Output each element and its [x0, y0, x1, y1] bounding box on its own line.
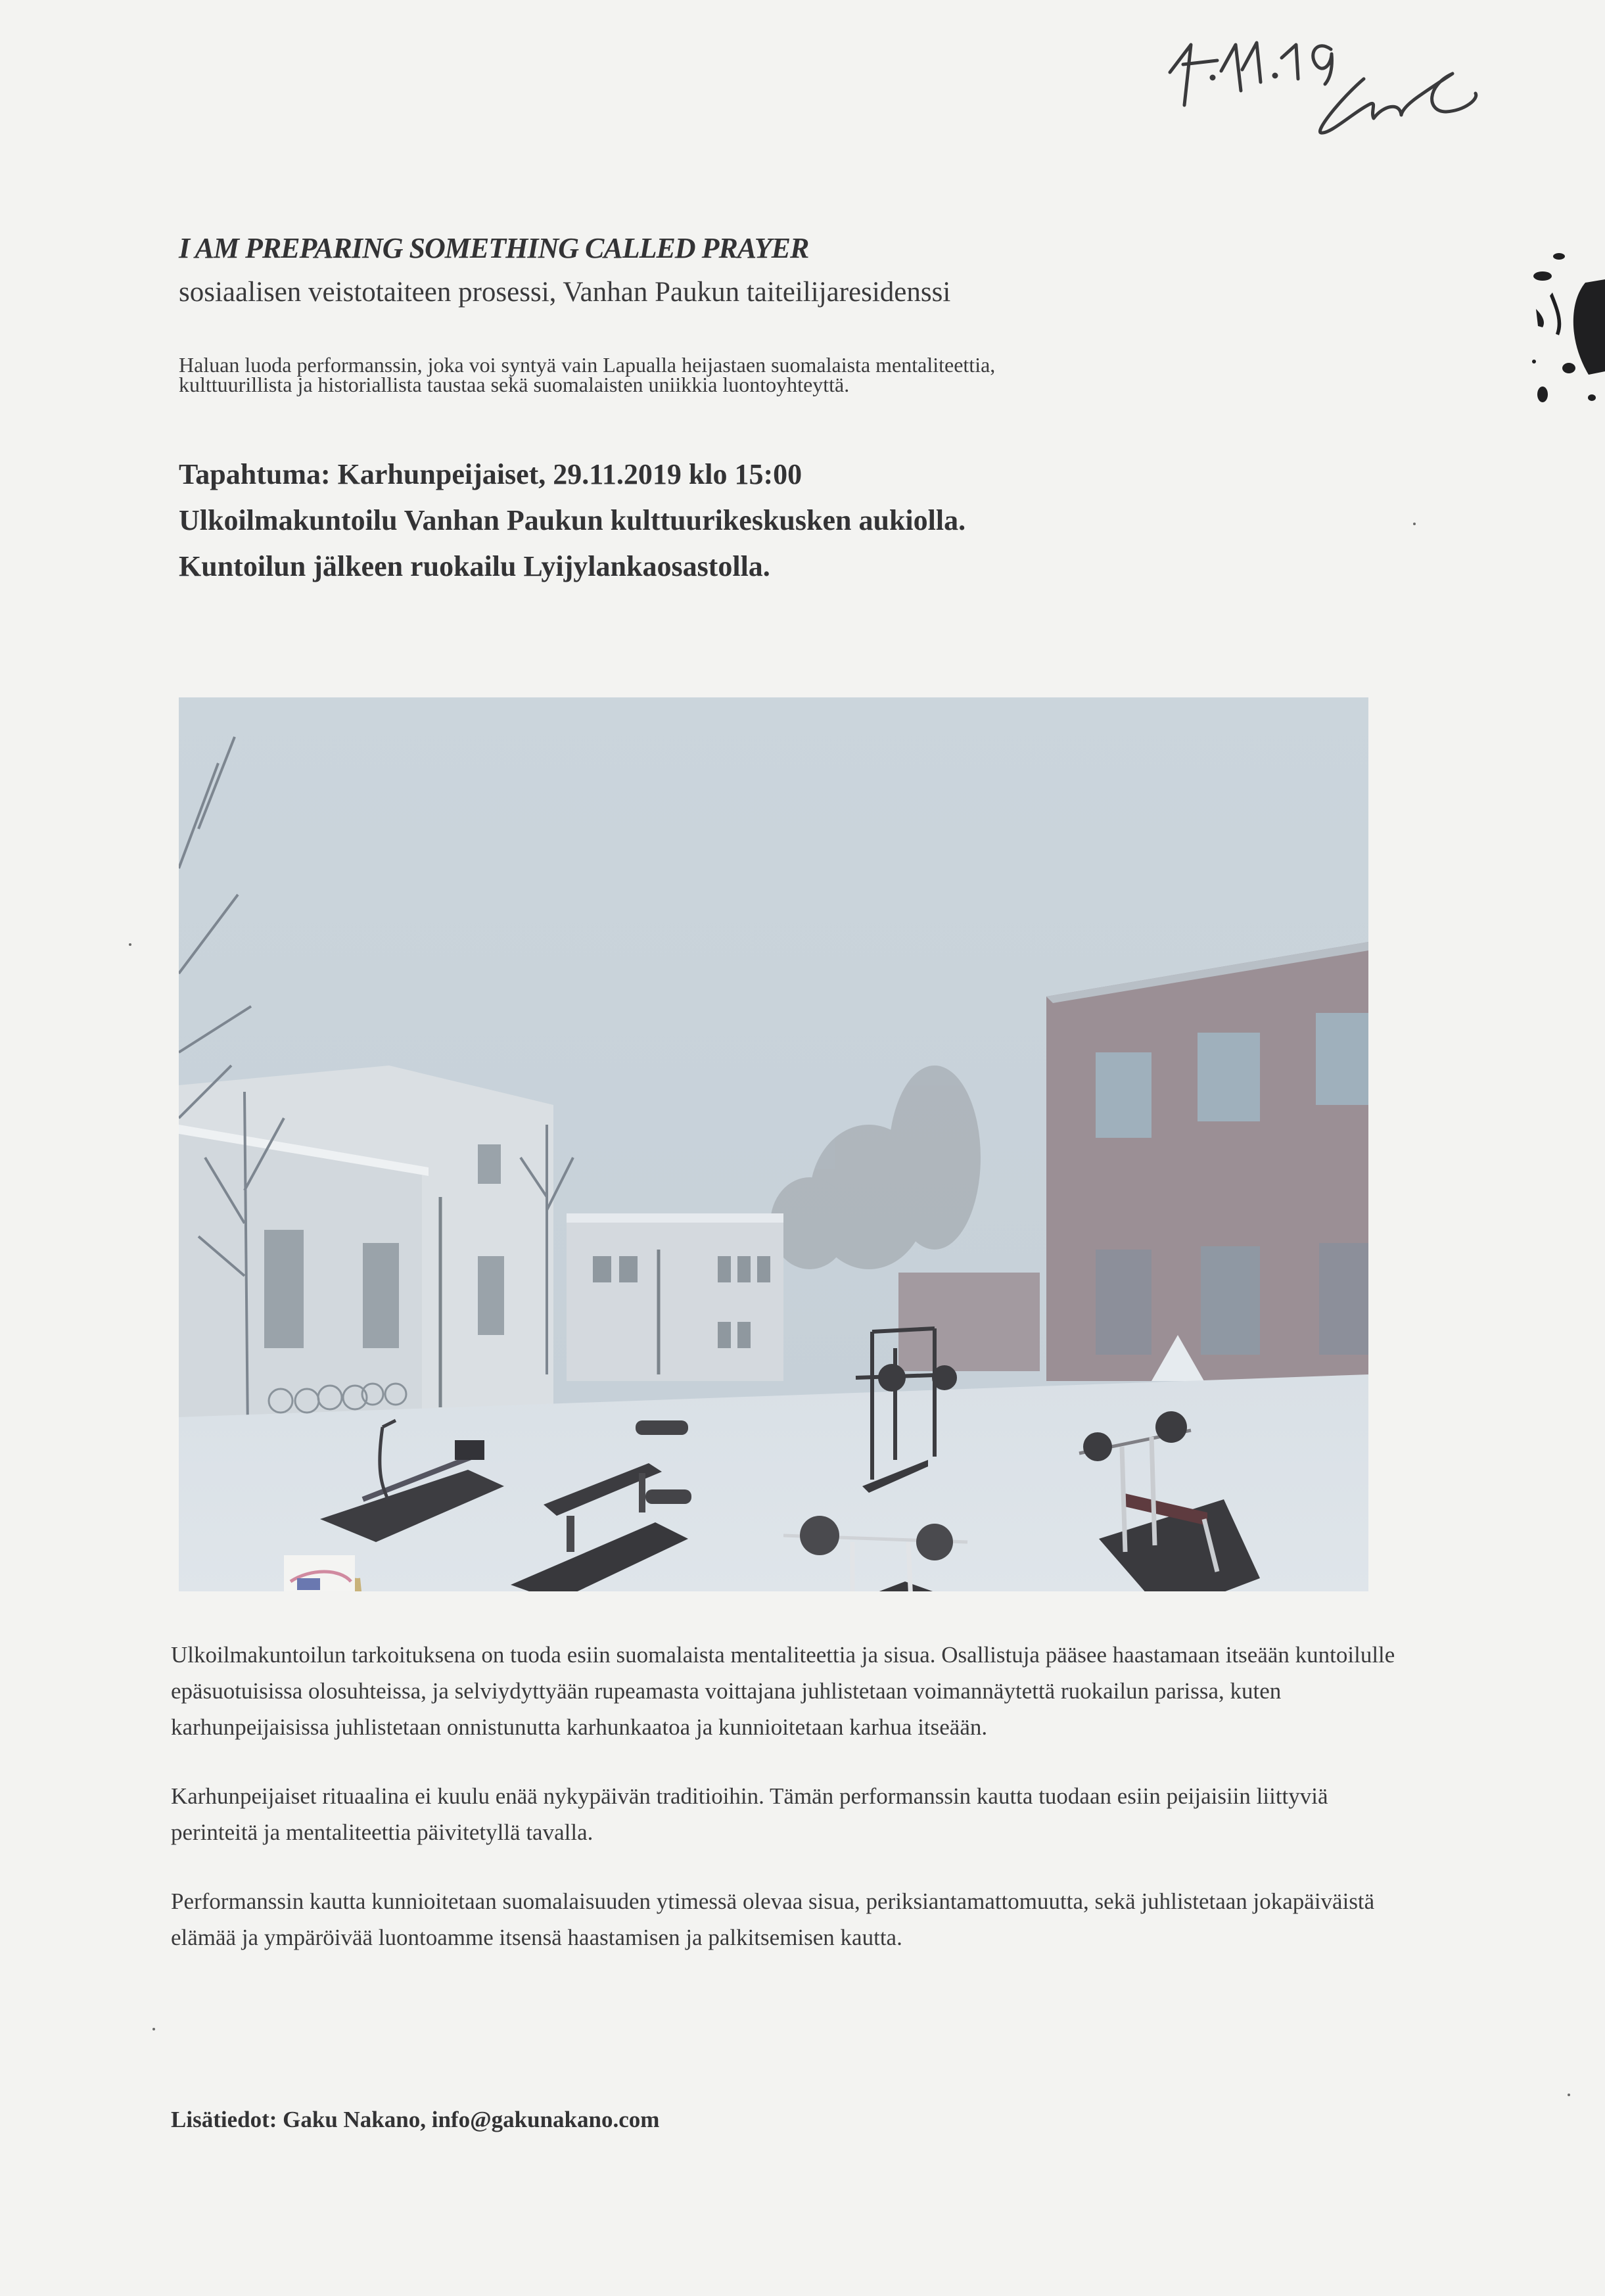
scan-speck	[152, 2028, 155, 2030]
scan-speck	[1568, 2094, 1570, 2096]
paragraph-ritual: Karhunpeijaiset rituaalina ei kuulu enää nykypäivän traditioihin. Tämän performanssin kautta tuodaan esiin peijaisiin liittyviä perinteitä ja mentaliteettia päivitetyllä tavalla.	[171, 1783, 1328, 1845]
scan-speck	[129, 943, 131, 946]
event-meal-line: Kuntoilun jälkeen ruokailu Lyijylankaosastolla.	[179, 550, 770, 582]
handwritten-date-signature	[1144, 13, 1591, 145]
ornamental-stamp	[1506, 230, 1605, 408]
intro-line: Haluan luoda performanssin, joka voi syntyä vain Lapualla heijastaen suomalaista mentaliteettia,	[179, 353, 996, 377]
event-photo	[179, 697, 1368, 1591]
event-location-line: Ulkoilmakuntoilu Vanhan Paukun kulttuurikeskusken aukiolla.	[179, 504, 966, 536]
intro-line: kulttuurillista ja historiallista taustaa sekä suomalaisten uniikkia luontoyhteyttä.	[179, 373, 850, 396]
ornament-icon	[1506, 230, 1605, 408]
event-date-line: Tapahtuma: Karhunpeijaiset, 29.11.2019 klo 15:00	[179, 458, 802, 490]
handwriting-icon	[1144, 13, 1591, 145]
document-subtitle: sosiaalisen veistotaiteen prosessi, Vanhan Paukun taiteilijaresidenssi	[179, 277, 951, 308]
intro-paragraph	[179, 355, 1362, 394]
scan-speck	[1413, 523, 1416, 525]
document-title: I AM PREPARING SOMETHING CALLED PRAYER	[179, 232, 809, 264]
a-frame-sign	[274, 1555, 368, 1591]
paragraph-purpose: Ulkoilmakuntoilun tarkoituksena on tuoda esiin suomalaista mentaliteettia ja sisua. Osallistuja pääsee haastamaan itseään kuntoilulle epäsuotuisissa olosuhteissa, ja selviydyttyään rupeamasta voittajana juhlistetaan voimannäytettä ruokailun parissa, kuten karhunpeijaisissa juhlistetaan onnistunutta karhunkaatoa ja kunnioitetaan karhua itseään.	[171, 1642, 1395, 1740]
paragraph-honour: Performanssin kautta kunnioitetaan suomalaisuuden ytimessä olevaa sisua, periksiantamattomuutta, sekä juhlistetaan jokapäiväistä elämää ja ympäröivää luontoamme itsensä haastamisen ja palkitsemisen kautta.	[171, 1888, 1375, 1950]
snowy-courtyard-gym-image	[179, 697, 1368, 1591]
body-text	[171, 1637, 1420, 1988]
event-details	[179, 460, 965, 598]
contact-info: Lisätiedot: Gaku Nakano, info@gakunakano.com	[171, 2107, 660, 2132]
